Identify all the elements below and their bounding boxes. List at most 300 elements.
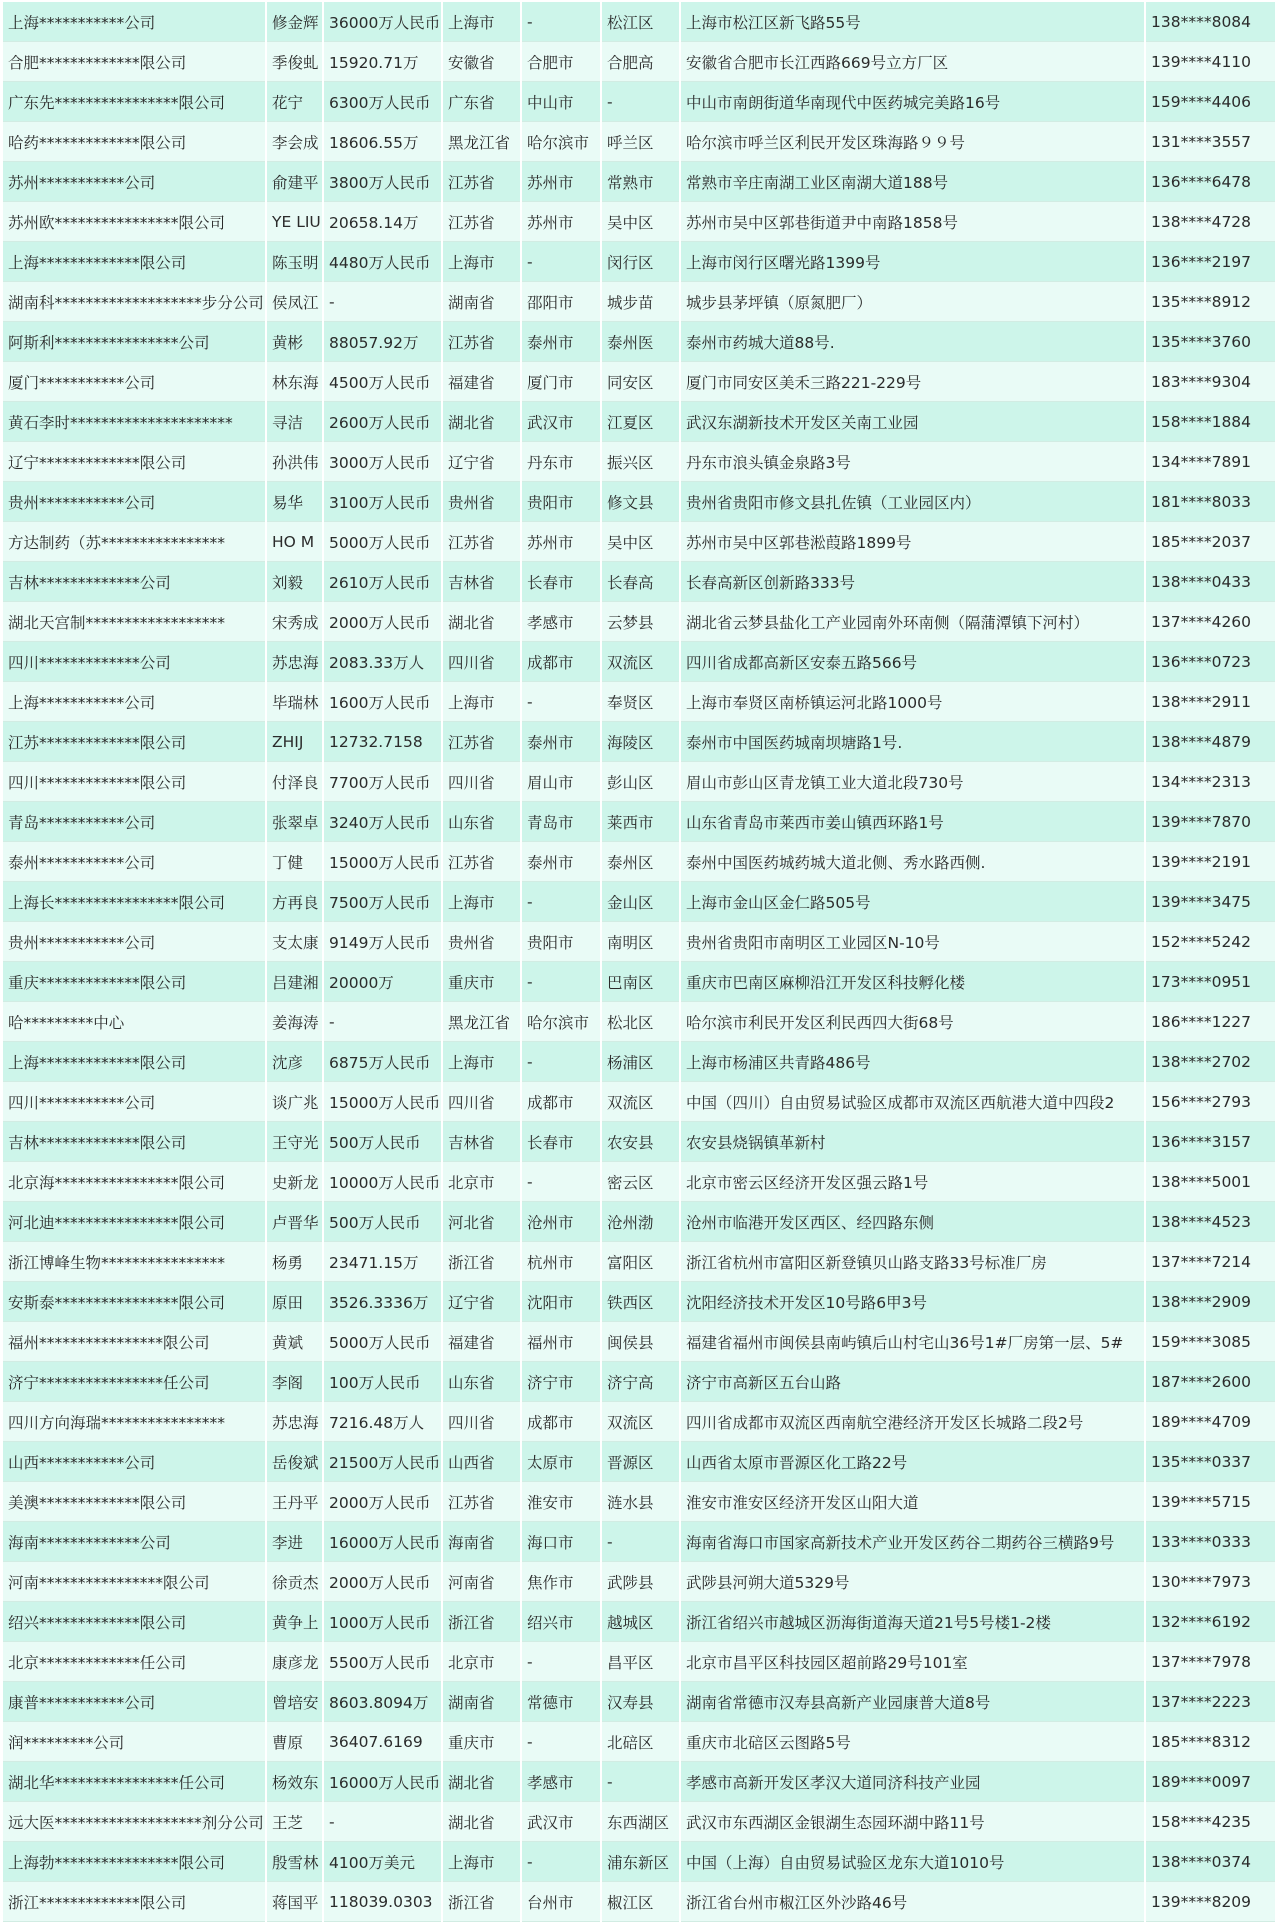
phone-cell: 136****2197 (1145, 242, 1275, 282)
phone-cell: 138****5001 (1145, 1162, 1275, 1202)
legal-rep-cell: YE LIU (266, 202, 323, 242)
table-row (3, 1042, 1275, 1082)
company-name-cell: 安斯泰****************限公司 (3, 1282, 266, 1322)
company-name-cell: 润*********公司 (3, 1722, 266, 1762)
city-cell: 泰州市 (521, 722, 601, 762)
table-row (3, 1002, 1275, 1042)
district-cell: 越城区 (601, 1602, 680, 1642)
city-cell: 中山市 (521, 82, 601, 122)
phone-cell: 138****4728 (1145, 202, 1275, 242)
city-cell: 常德市 (521, 1682, 601, 1722)
table-row (3, 682, 1275, 722)
company-name-cell: 泰州***********公司 (3, 842, 266, 882)
legal-rep-cell: 丁健 (266, 842, 323, 882)
legal-rep-cell: 易华 (266, 482, 323, 522)
address-cell: 农安县烧锅镇革新村 (680, 1122, 1145, 1162)
table-row (3, 402, 1275, 442)
company-name-cell: 重庆*************限公司 (3, 962, 266, 1002)
district-cell: 农安县 (601, 1122, 680, 1162)
city-cell: 泰州市 (521, 322, 601, 362)
district-cell: 富阳区 (601, 1242, 680, 1282)
province-cell: 湖北省 (442, 1762, 521, 1802)
registered-capital-cell: 16000万人民币 (323, 1522, 442, 1562)
province-cell: 重庆市 (442, 1722, 521, 1762)
district-cell: 海陵区 (601, 722, 680, 762)
table-row (3, 1762, 1275, 1802)
phone-cell: 183****9304 (1145, 362, 1275, 402)
phone-cell: 137****7978 (1145, 1642, 1275, 1682)
address-cell: 泰州中国医药城药城大道北侧、秀水路西侧. (680, 842, 1145, 882)
province-cell: 江苏省 (442, 322, 521, 362)
address-cell: 中国（四川）自由贸易试验区成都市双流区西航港大道中四段2 (680, 1082, 1145, 1122)
city-cell: - (521, 1162, 601, 1202)
province-cell: 广东省 (442, 82, 521, 122)
registered-capital-cell: 5000万人民币 (323, 522, 442, 562)
registered-capital-cell: 2000万人民币 (323, 602, 442, 642)
province-cell: 四川省 (442, 642, 521, 682)
district-cell: 修文县 (601, 482, 680, 522)
legal-rep-cell: 杨效东 (266, 1762, 323, 1802)
company-name-cell: 济宁****************任公司 (3, 1362, 266, 1402)
province-cell: 上海市 (442, 1042, 521, 1082)
legal-rep-cell: 曹原 (266, 1722, 323, 1762)
table-row (3, 1442, 1275, 1482)
address-cell: 北京市密云区经济开发区强云路1号 (680, 1162, 1145, 1202)
address-cell: 苏州市吴中区郭巷淞葭路1899号 (680, 522, 1145, 562)
registered-capital-cell: 2000万人民币 (323, 1562, 442, 1602)
address-cell: 山东省青岛市莱西市姜山镇西环路1号 (680, 802, 1145, 842)
table-row (3, 1642, 1275, 1682)
province-cell: 浙江省 (442, 1882, 521, 1922)
city-cell: 武汉市 (521, 1802, 601, 1842)
company-name-cell: 合肥*************限公司 (3, 42, 266, 82)
registered-capital-cell: 7216.48万人 (323, 1402, 442, 1442)
province-cell: 福建省 (442, 362, 521, 402)
registered-capital-cell: 7700万人民币 (323, 762, 442, 802)
address-cell: 四川省成都市双流区西南航空港经济开发区长城路二段2号 (680, 1402, 1145, 1442)
legal-rep-cell: 毕瑞林 (266, 682, 323, 722)
city-cell: - (521, 1642, 601, 1682)
district-cell: 松北区 (601, 1002, 680, 1042)
district-cell: 东西湖区 (601, 1802, 680, 1842)
company-name-cell: 湖北天宫制****************** (3, 602, 266, 642)
table-row (3, 1482, 1275, 1522)
legal-rep-cell: 黄斌 (266, 1322, 323, 1362)
registered-capital-cell: 10000万人民币 (323, 1162, 442, 1202)
address-cell: 福建省福州市闽侯县南屿镇后山村宅山36号1#厂房第一层、5# (680, 1322, 1145, 1362)
city-cell: 苏州市 (521, 162, 601, 202)
district-cell: 吴中区 (601, 202, 680, 242)
district-cell: 彭山区 (601, 762, 680, 802)
legal-rep-cell: 岳俊斌 (266, 1442, 323, 1482)
address-cell: 常熟市辛庄南湖工业区南湖大道188号 (680, 162, 1145, 202)
city-cell: 沈阳市 (521, 1282, 601, 1322)
phone-cell: 137****7214 (1145, 1242, 1275, 1282)
address-cell: 哈尔滨市利民开发区利民西四大街68号 (680, 1002, 1145, 1042)
company-name-cell: 上海*************限公司 (3, 1042, 266, 1082)
district-cell: 浦东新区 (601, 1842, 680, 1882)
province-cell: 上海市 (442, 1842, 521, 1882)
company-name-cell: 贵州***********公司 (3, 482, 266, 522)
registered-capital-cell: - (323, 1802, 442, 1842)
registered-capital-cell: 88057.92万 (323, 322, 442, 362)
phone-cell: 189****0097 (1145, 1762, 1275, 1802)
table-row (3, 1162, 1275, 1202)
city-cell: 丹东市 (521, 442, 601, 482)
city-cell: 长春市 (521, 1122, 601, 1162)
registered-capital-cell: 7500万人民币 (323, 882, 442, 922)
phone-cell: 138****4523 (1145, 1202, 1275, 1242)
city-cell: - (521, 682, 601, 722)
phone-cell: 134****7891 (1145, 442, 1275, 482)
company-name-cell: 海南*************公司 (3, 1522, 266, 1562)
company-name-cell: 四川***********公司 (3, 1082, 266, 1122)
city-cell: - (521, 962, 601, 1002)
company-table (3, 2, 1275, 1922)
registered-capital-cell: 5000万人民币 (323, 1322, 442, 1362)
city-cell: 孝感市 (521, 1762, 601, 1802)
registered-capital-cell: - (323, 282, 442, 322)
company-name-cell: 四川方向海瑞**************** (3, 1402, 266, 1442)
registered-capital-cell: 4100万美元 (323, 1842, 442, 1882)
legal-rep-cell: 李阁 (266, 1362, 323, 1402)
company-name-cell: 浙江*************限公司 (3, 1882, 266, 1922)
company-name-cell: 上海长****************限公司 (3, 882, 266, 922)
table-row (3, 642, 1275, 682)
province-cell: 重庆市 (442, 962, 521, 1002)
table-row (3, 1682, 1275, 1722)
company-name-cell: 厦门***********公司 (3, 362, 266, 402)
table-row (3, 1522, 1275, 1562)
registered-capital-cell: 15000万人民币 (323, 1082, 442, 1122)
district-cell: 泰州区 (601, 842, 680, 882)
province-cell: 上海市 (442, 682, 521, 722)
district-cell: 吴中区 (601, 522, 680, 562)
address-cell: 浙江省绍兴市越城区沥海街道海天道21号5号楼1-2楼 (680, 1602, 1145, 1642)
city-cell: 成都市 (521, 1082, 601, 1122)
address-cell: 苏州市吴中区郭巷街道尹中南路1858号 (680, 202, 1145, 242)
address-cell: 中山市南朗街道华南现代中医药城完美路16号 (680, 82, 1145, 122)
phone-cell: 139****4110 (1145, 42, 1275, 82)
table-row (3, 202, 1275, 242)
province-cell: 辽宁省 (442, 442, 521, 482)
company-name-cell: 北京海****************限公司 (3, 1162, 266, 1202)
registered-capital-cell: 21500万人民币 (323, 1442, 442, 1482)
table-row (3, 1722, 1275, 1762)
phone-cell: 159****3085 (1145, 1322, 1275, 1362)
legal-rep-cell: 张翠卓 (266, 802, 323, 842)
registered-capital-cell: 23471.15万 (323, 1242, 442, 1282)
phone-cell: 139****7870 (1145, 802, 1275, 842)
phone-cell: 136****3157 (1145, 1122, 1275, 1162)
table-row (3, 122, 1275, 162)
phone-cell: 139****8209 (1145, 1882, 1275, 1922)
city-cell: 厦门市 (521, 362, 601, 402)
registered-capital-cell: 6300万人民币 (323, 82, 442, 122)
table-row (3, 602, 1275, 642)
district-cell: 双流区 (601, 1402, 680, 1442)
registered-capital-cell: 118039.0303 (323, 1882, 442, 1922)
phone-cell: 185****8312 (1145, 1722, 1275, 1762)
district-cell: 常熟市 (601, 162, 680, 202)
table-row (3, 242, 1275, 282)
company-name-cell: 哈药*************限公司 (3, 122, 266, 162)
district-cell: 同安区 (601, 362, 680, 402)
province-cell: 上海市 (442, 242, 521, 282)
legal-rep-cell: 杨勇 (266, 1242, 323, 1282)
address-cell: 重庆市巴南区麻柳沿江开发区科技孵化楼 (680, 962, 1145, 1002)
legal-rep-cell: 吕建湘 (266, 962, 323, 1002)
city-cell: 沧州市 (521, 1202, 601, 1242)
district-cell: 昌平区 (601, 1642, 680, 1682)
phone-cell: 135****3760 (1145, 322, 1275, 362)
phone-cell: 138****8084 (1145, 2, 1275, 42)
legal-rep-cell: 林东海 (266, 362, 323, 402)
district-cell: 江夏区 (601, 402, 680, 442)
company-name-cell: 苏州***********公司 (3, 162, 266, 202)
district-cell: 武陟县 (601, 1562, 680, 1602)
city-cell: 绍兴市 (521, 1602, 601, 1642)
table-row (3, 802, 1275, 842)
table-row (3, 1082, 1275, 1122)
phone-cell: 131****3557 (1145, 122, 1275, 162)
registered-capital-cell: 3526.3336万 (323, 1282, 442, 1322)
phone-cell: 139****3475 (1145, 882, 1275, 922)
legal-rep-cell: 黄彬 (266, 322, 323, 362)
table-row (3, 2, 1275, 42)
province-cell: 辽宁省 (442, 1282, 521, 1322)
address-cell: 武汉东湖新技术开发区关南工业园 (680, 402, 1145, 442)
registered-capital-cell: 2000万人民币 (323, 1482, 442, 1522)
phone-cell: 135****0337 (1145, 1442, 1275, 1482)
address-cell: 城步县茅坪镇（原氮肥厂） (680, 282, 1145, 322)
phone-cell: 138****2911 (1145, 682, 1275, 722)
company-name-cell: 远大医*******************剂分公司 (3, 1802, 266, 1842)
phone-cell: 187****2600 (1145, 1362, 1275, 1402)
registered-capital-cell: 16000万人民币 (323, 1762, 442, 1802)
registered-capital-cell: 20658.14万 (323, 202, 442, 242)
city-cell: 海口市 (521, 1522, 601, 1562)
province-cell: 湖北省 (442, 402, 521, 442)
company-name-cell: 江苏*************限公司 (3, 722, 266, 762)
phone-cell: 189****4709 (1145, 1402, 1275, 1442)
table-row (3, 962, 1275, 1002)
legal-rep-cell: 寻洁 (266, 402, 323, 442)
company-name-cell: 苏州欧****************限公司 (3, 202, 266, 242)
address-cell: 湖北省云梦县盐化工产业园南外环南侧（隔蒲潭镇下河村） (680, 602, 1145, 642)
address-cell: 泰州市中国医药城南坝塘路1号. (680, 722, 1145, 762)
table-row (3, 362, 1275, 402)
legal-rep-cell: HO M (266, 522, 323, 562)
district-cell: 城步苗 (601, 282, 680, 322)
district-cell: 长春高 (601, 562, 680, 602)
address-cell: 武汉市东西湖区金银湖生态园环湖中路11号 (680, 1802, 1145, 1842)
legal-rep-cell: 修金辉 (266, 2, 323, 42)
registered-capital-cell: 1000万人民币 (323, 1602, 442, 1642)
phone-cell: 152****5242 (1145, 922, 1275, 962)
registered-capital-cell: - (323, 1002, 442, 1042)
table-row (3, 562, 1275, 602)
address-cell: 浙江省杭州市富阳区新登镇贝山路支路33号标准厂房 (680, 1242, 1145, 1282)
legal-rep-cell: 季俊虬 (266, 42, 323, 82)
province-cell: 吉林省 (442, 562, 521, 602)
table-row (3, 1802, 1275, 1842)
company-name-cell: 河北迪****************限公司 (3, 1202, 266, 1242)
province-cell: 湖南省 (442, 282, 521, 322)
table-row (3, 922, 1275, 962)
phone-cell: 137****2223 (1145, 1682, 1275, 1722)
city-cell: 福州市 (521, 1322, 601, 1362)
address-cell: 四川省成都高新区安泰五路566号 (680, 642, 1145, 682)
address-cell: 山西省太原市晋源区化工路22号 (680, 1442, 1145, 1482)
district-cell: - (601, 1522, 680, 1562)
legal-rep-cell: 王守光 (266, 1122, 323, 1162)
company-name-cell: 上海***********公司 (3, 2, 266, 42)
company-name-cell: 福州****************限公司 (3, 1322, 266, 1362)
legal-rep-cell: 谈广兆 (266, 1082, 323, 1122)
city-cell: - (521, 1842, 601, 1882)
phone-cell: 139****2191 (1145, 842, 1275, 882)
company-name-cell: 哈*********中心 (3, 1002, 266, 1042)
registered-capital-cell: 3800万人民币 (323, 162, 442, 202)
company-name-cell: 绍兴*************限公司 (3, 1602, 266, 1642)
city-cell: - (521, 242, 601, 282)
city-cell: 成都市 (521, 1402, 601, 1442)
phone-cell: 138****2909 (1145, 1282, 1275, 1322)
district-cell: 济宁高 (601, 1362, 680, 1402)
address-cell: 贵州省贵阳市修文县扎佐镇（工业园区内） (680, 482, 1145, 522)
district-cell: 松江区 (601, 2, 680, 42)
district-cell: 杨浦区 (601, 1042, 680, 1082)
company-name-cell: 湖北华****************任公司 (3, 1762, 266, 1802)
phone-cell: 181****8033 (1145, 482, 1275, 522)
legal-rep-cell: 孙洪伟 (266, 442, 323, 482)
registered-capital-cell: 2083.33万人 (323, 642, 442, 682)
province-cell: 河南省 (442, 1562, 521, 1602)
table-row (3, 882, 1275, 922)
phone-cell: 158****4235 (1145, 1802, 1275, 1842)
table-row (3, 762, 1275, 802)
district-cell: 闵行区 (601, 242, 680, 282)
city-cell: 邵阳市 (521, 282, 601, 322)
registered-capital-cell: 500万人民币 (323, 1202, 442, 1242)
district-cell: 奉贤区 (601, 682, 680, 722)
company-name-cell: 四川*************限公司 (3, 762, 266, 802)
phone-cell: 156****2793 (1145, 1082, 1275, 1122)
phone-cell: 132****6192 (1145, 1602, 1275, 1642)
phone-cell: 136****0723 (1145, 642, 1275, 682)
address-cell: 淮安市淮安区经济开发区山阳大道 (680, 1482, 1145, 1522)
city-cell: 武汉市 (521, 402, 601, 442)
city-cell: - (521, 882, 601, 922)
city-cell: 贵阳市 (521, 922, 601, 962)
district-cell: 巴南区 (601, 962, 680, 1002)
registered-capital-cell: 4500万人民币 (323, 362, 442, 402)
province-cell: 江苏省 (442, 162, 521, 202)
table-row (3, 1882, 1275, 1922)
province-cell: 福建省 (442, 1322, 521, 1362)
table-row (3, 842, 1275, 882)
company-name-cell: 四川*************公司 (3, 642, 266, 682)
phone-cell: 158****1884 (1145, 402, 1275, 442)
phone-cell: 130****7973 (1145, 1562, 1275, 1602)
company-name-cell: 黄石李时********************* (3, 402, 266, 442)
company-name-cell: 美澳*************限公司 (3, 1482, 266, 1522)
legal-rep-cell: 李进 (266, 1522, 323, 1562)
district-cell: 涟水县 (601, 1482, 680, 1522)
legal-rep-cell: 花宁 (266, 82, 323, 122)
province-cell: 安徽省 (442, 42, 521, 82)
province-cell: 湖南省 (442, 1682, 521, 1722)
table-row (3, 1282, 1275, 1322)
district-cell: 汉寿县 (601, 1682, 680, 1722)
table-row (3, 1202, 1275, 1242)
address-cell: 泰州市药城大道88号. (680, 322, 1145, 362)
company-name-cell: 河南****************限公司 (3, 1562, 266, 1602)
district-cell: 闽侯县 (601, 1322, 680, 1362)
district-cell: 北碚区 (601, 1722, 680, 1762)
city-cell: 苏州市 (521, 202, 601, 242)
district-cell: 晋源区 (601, 1442, 680, 1482)
registered-capital-cell: 1600万人民币 (323, 682, 442, 722)
district-cell: 莱西市 (601, 802, 680, 842)
legal-rep-cell: 李会成 (266, 122, 323, 162)
province-cell: 江苏省 (442, 842, 521, 882)
city-cell: 杭州市 (521, 1242, 601, 1282)
table-row (3, 1402, 1275, 1442)
company-name-cell: 辽宁*************限公司 (3, 442, 266, 482)
table-row (3, 1362, 1275, 1402)
legal-rep-cell: 俞建平 (266, 162, 323, 202)
city-cell: 贵阳市 (521, 482, 601, 522)
phone-cell: 139****5715 (1145, 1482, 1275, 1522)
city-cell: 哈尔滨市 (521, 1002, 601, 1042)
company-name-cell: 阿斯利****************公司 (3, 322, 266, 362)
company-name-cell: 方达制药（苏**************** (3, 522, 266, 562)
province-cell: 上海市 (442, 882, 521, 922)
province-cell: 湖北省 (442, 1802, 521, 1842)
province-cell: 江苏省 (442, 202, 521, 242)
district-cell: 振兴区 (601, 442, 680, 482)
province-cell: 浙江省 (442, 1602, 521, 1642)
legal-rep-cell: 殷雪林 (266, 1842, 323, 1882)
phone-cell: 136****6478 (1145, 162, 1275, 202)
legal-rep-cell: 原田 (266, 1282, 323, 1322)
province-cell: 四川省 (442, 762, 521, 802)
address-cell: 上海市杨浦区共青路486号 (680, 1042, 1145, 1082)
table-row (3, 522, 1275, 562)
phone-cell: 138****2702 (1145, 1042, 1275, 1082)
table-row (3, 162, 1275, 202)
legal-rep-cell: 方再良 (266, 882, 323, 922)
district-cell: 椒江区 (601, 1882, 680, 1922)
registered-capital-cell: 3100万人民币 (323, 482, 442, 522)
province-cell: 江苏省 (442, 722, 521, 762)
registered-capital-cell: 9149万人民币 (323, 922, 442, 962)
legal-rep-cell: 沈彦 (266, 1042, 323, 1082)
address-cell: 海南省海口市国家高新技术产业开发区药谷二期药谷三横路9号 (680, 1522, 1145, 1562)
province-cell: 山西省 (442, 1442, 521, 1482)
province-cell: 吉林省 (442, 1122, 521, 1162)
phone-cell: 133****0333 (1145, 1522, 1275, 1562)
table-row (3, 482, 1275, 522)
phone-cell: 134****2313 (1145, 762, 1275, 802)
address-cell: 上海市松江区新飞路55号 (680, 2, 1145, 42)
city-cell: 泰州市 (521, 842, 601, 882)
city-cell: - (521, 2, 601, 42)
province-cell: 河北省 (442, 1202, 521, 1242)
legal-rep-cell: 黄争上 (266, 1602, 323, 1642)
